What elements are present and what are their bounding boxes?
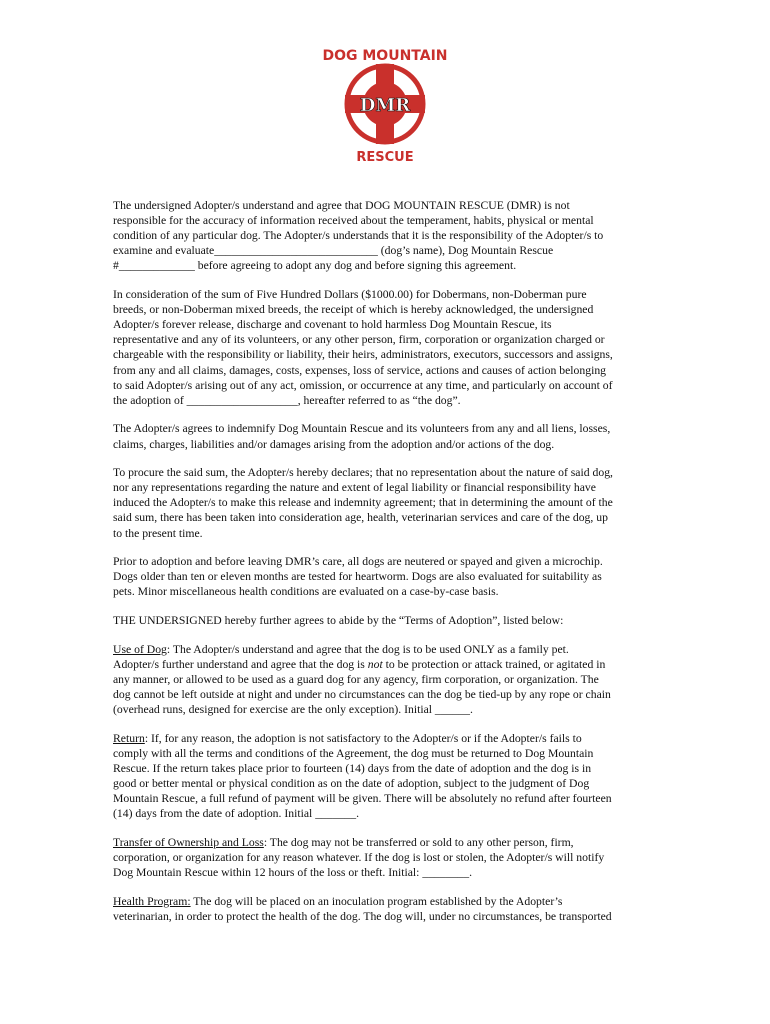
paragraph-intro xyxy=(113,198,658,273)
line: Prior to adoption and before leaving DMR’s care, all dogs are neutered or spayed and given a microchip. xyxy=(113,555,603,569)
line: The undersigned Adopter/s understand and agree that DOG MOUNTAIN RESCUE (DMR) is not xyxy=(113,199,570,212)
line: (overhead runs, designed for exercise are the only exception). Initial ______. xyxy=(113,703,473,717)
line: (14) days from the date of adoption. Initial _______. xyxy=(113,807,360,821)
section-heading: Use of Dog xyxy=(113,642,167,656)
line: THE UNDERSIGNED hereby further agrees to abide by the “Terms of Adoption”, listed below: xyxy=(113,614,564,628)
paragraph-consideration xyxy=(113,287,658,408)
line: the adoption of ___________________, hereafter referred to as “the dog”. xyxy=(113,393,461,407)
line: any manner, or allowed to be used as a guard dog for any agency, firm corporation, or organization. The xyxy=(113,673,599,686)
section-use-of-dog xyxy=(113,642,658,717)
line: : If, for any reason, the adoption is not satisfactory to the Adopter/s or if the Adopter/s fails to xyxy=(144,731,582,745)
line: pets. Minor miscellaneous health conditions are evaluated on a case-by-case basis. xyxy=(113,585,499,599)
logo-bottom-text: RESCUE xyxy=(356,150,414,165)
paragraph-indemnify xyxy=(113,421,658,451)
line: veterinarian, in order to protect the health of the dog. The dog will, under no circumstances, be transported xyxy=(113,910,612,923)
line: examine and evaluate____________________________ (dog’s name), Dog Mountain Rescue xyxy=(113,244,554,258)
line: breeds, or non-Doberman mixed breeds, the receipt of which is hereby acknowledged, the undersigned xyxy=(113,303,594,317)
paragraph-terms-intro xyxy=(113,613,658,628)
agreement-body xyxy=(113,198,658,938)
line: Mountain Rescue, a full refund of payment will be given. There will be absolutely no refund after fourteen xyxy=(113,792,612,806)
logo-center-text: DMR xyxy=(359,95,411,116)
line: Adopter/s forever release, discharge and covenant to hold harmless Dog Mountain Rescue, its xyxy=(113,318,552,332)
line: To procure the said sum, the Adopter/s hereby declares; that no representation about the nature of said dog, xyxy=(113,466,613,480)
line: Rescue. If the return takes place prior to fourteen (14) days from the date of adoption and the dog is in xyxy=(113,762,592,776)
section-transfer-of-ownership xyxy=(113,835,658,880)
line: Dog Mountain Rescue within 12 hours of the loss or theft. Initial: ________. xyxy=(113,866,473,880)
line: condition of any particular dog. The Adopter/s understands that it is the responsibility of the Adopter/s to xyxy=(113,229,604,243)
section-heading: Return xyxy=(113,731,145,745)
logo-top-text: DOG MOUNTAIN xyxy=(322,48,448,64)
line: The Adopter/s agrees to indemnify Dog Mountain Rescue and its volunteers from any and all liens, losses, xyxy=(113,422,611,436)
line: : The Adopter/s understand and agree that the dog is to be used ONLY as a family pet. xyxy=(166,642,569,656)
line: good or better mental or physical condition as on the date of adoption, subject to the judgment of Dog xyxy=(113,777,590,791)
line: claims, charges, liabilities and/or damages arising from the adoption and/or actions of the dog. xyxy=(113,437,555,451)
line: nor any representations regarding the nature and extent of legal liability or financial responsibility have xyxy=(113,481,596,495)
line: In consideration of the sum of Five Hundred Dollars ($1000.00) for Dobermans, non-Doberman pure xyxy=(113,288,587,302)
paragraph-prior-to-adoption xyxy=(113,554,658,599)
line: induced the Adopter/s to make this release and indemnity agreement; that in determining the amount of the xyxy=(113,496,613,510)
line: to said Adopter/s arising out of any act, omission, or occurrence at any time, and particularly on account of xyxy=(113,378,613,392)
line: dog cannot be left outside at night and under no circumstances can the dog be tied-up by any rope or chain xyxy=(113,688,611,702)
section-heading: Transfer of Ownership and Loss xyxy=(113,836,264,850)
line: said sum, there has been taken into consideration age, health, veterinarian services and care of the dog, up xyxy=(113,511,608,525)
section-return xyxy=(113,731,658,822)
line: : The dog may not be transferred or sold to any other person, firm, xyxy=(263,836,574,850)
line: Dogs older than ten or eleven months are tested for heartworm. Dogs are also evaluated for suitability as xyxy=(113,570,602,584)
line: representative and any of its volunteers, or any other person, firm, corporation or organization charged or xyxy=(113,333,605,347)
dmr-logo xyxy=(0,44,770,166)
line: corporation, or organization for any reason whatever. If the dog is lost or stolen, the Adopter/s will notify xyxy=(113,851,605,865)
line: responsible for the accuracy of information received about the temperament, habits, physical or mental xyxy=(113,214,594,228)
line: The dog will be placed on an inoculation program established by the Adopter’s xyxy=(190,894,563,908)
line: chargeable with the responsibility or liability, their heirs, administrators, executors, successors and assigns, xyxy=(113,348,613,362)
emphasis: not xyxy=(367,657,383,671)
line: comply with all the terms and conditions of the Agreement, the dog must be returned to Dog Mountain xyxy=(113,746,594,760)
line: to be protection or attack trained, or agitated in xyxy=(382,657,606,671)
section-heading: Health Program: xyxy=(113,894,191,908)
line: to the present time. xyxy=(113,526,203,540)
line: from any and all claims, damages, costs, expenses, loss of service, actions and causes of action belonging xyxy=(113,363,607,377)
paragraph-procure xyxy=(113,465,658,540)
line: #_____________ before agreeing to adopt any dog and before signing this agreement. xyxy=(113,259,517,273)
section-health-program xyxy=(113,894,658,924)
line: Adopter/s further understand and agree that the dog is xyxy=(113,657,368,671)
